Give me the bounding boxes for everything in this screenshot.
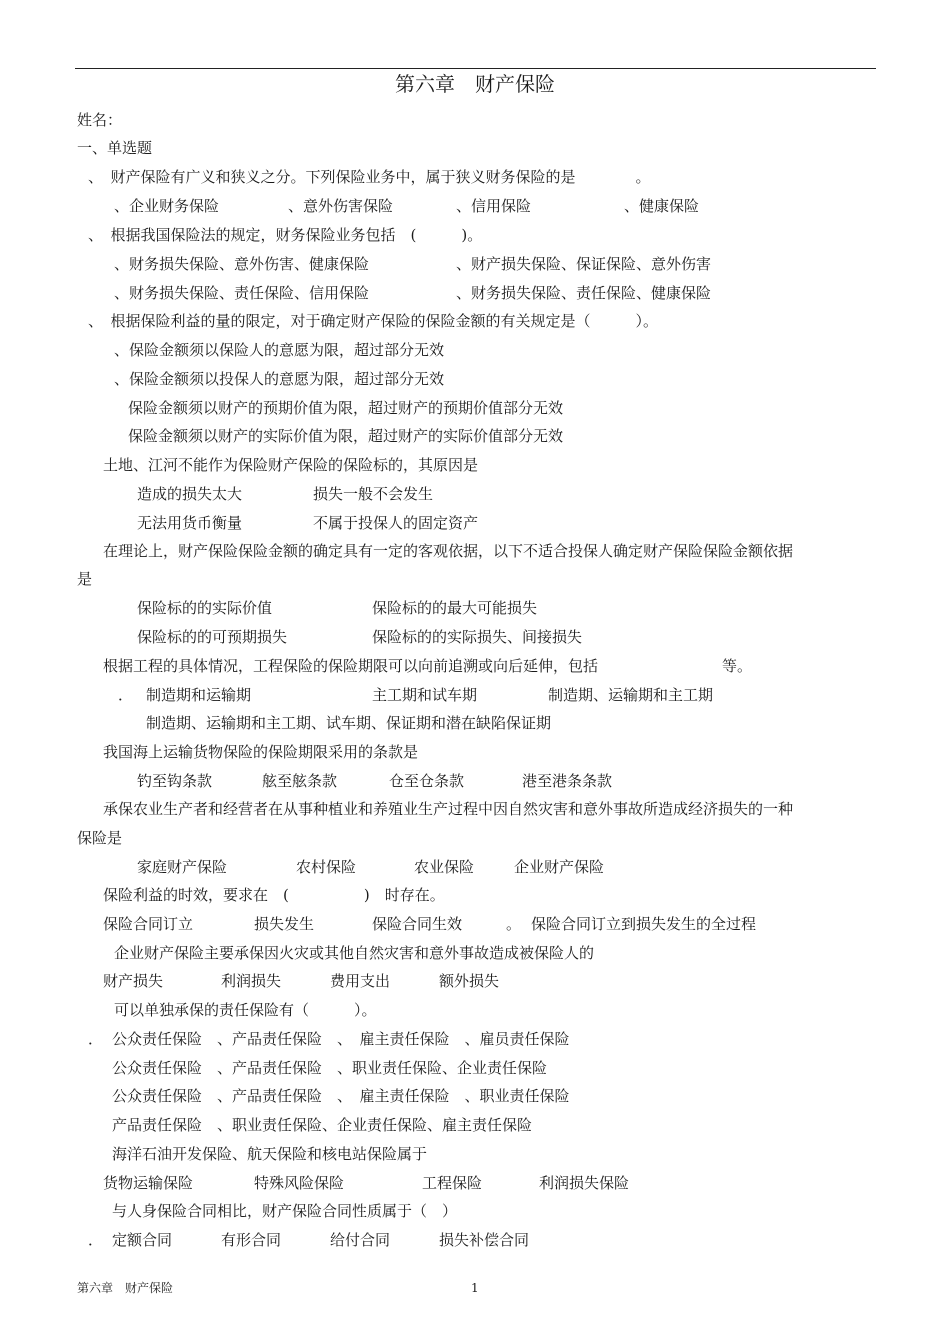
option-c: 保险合同生效	[372, 915, 463, 933]
question-text: 土地、江河不能作为保险财产保险的保险标的，其原因是	[103, 456, 479, 474]
option-d: 利润损失保险	[539, 1174, 630, 1192]
page-title: 第六章 财产保险	[395, 72, 555, 96]
option-b: 舷至舷条款	[262, 772, 338, 790]
option-b: 农村保险	[296, 858, 357, 876]
option-a: 、企业财务保险	[114, 197, 220, 215]
option-c: 农业保险	[414, 858, 475, 876]
name-label: 姓名：	[77, 111, 123, 129]
option-b: 利润损失	[221, 972, 282, 990]
option-c: 工程保险	[422, 1174, 483, 1192]
option-b: 保险标的的最大可能损失	[372, 599, 538, 617]
option-c: 仓至仓条款	[389, 772, 465, 790]
footer-page-number: 1	[471, 1281, 479, 1295]
option-c: 制造期、运输期和主工期	[548, 686, 714, 704]
footer-chapter: 第六章 财产保险	[77, 1281, 174, 1295]
option-d: 、健康保险	[624, 197, 700, 215]
option-d: 港至港条条款	[522, 772, 613, 790]
option-a: 保险合同订立	[103, 915, 194, 933]
question-text: 、 根据保险利益的量的限定，对于确定财产保险的保险金额的有关规定是（ ）。	[88, 312, 659, 330]
option-a: 、财务损失保险、意外伤害、健康保险	[114, 255, 370, 273]
option-c: 无法用货币衡量	[137, 514, 243, 532]
option-c: 保险金额须以财产的预期价值为限，超过财产的预期价值部分无效	[128, 399, 564, 417]
question-text: 、 根据我国保险法的规定，财务保险业务包括 ( )。	[88, 226, 483, 244]
option-c: 、财务损失保险、责任保险、信用保险	[114, 284, 370, 302]
option-a: 定额合同	[112, 1231, 173, 1249]
option-b: 、意外伤害保险	[288, 197, 394, 215]
option-b: 、保险金额须以投保人的意愿为限，超过部分无效	[114, 370, 445, 388]
option-d: 、财务损失保险、责任保险、健康保险	[456, 284, 712, 302]
option-d: 保险金额须以财产的实际价值为限，超过财产的实际价值部分无效	[128, 427, 564, 445]
option-d: 制造期、运输期和主工期、试车期、保证期和潜在缺陷保证期	[146, 714, 552, 732]
question-text-cont: 是	[77, 570, 93, 588]
option-b: 有形合同	[221, 1231, 282, 1249]
header-rule	[75, 68, 876, 69]
option-d: 保险标的的实际损失、间接损失	[372, 628, 583, 646]
option-sep: 。	[506, 915, 522, 933]
question-text: 海洋石油开发保险、航天保险和核电站保险属于	[112, 1145, 428, 1163]
question-text: 保险利益的时效，要求在 ( ) 时存在。	[103, 886, 445, 904]
question-text: 我国海上运输货物保险的保险期限采用的条款是	[103, 743, 419, 761]
option-a: 制造期和运输期	[146, 686, 252, 704]
option-c: 费用支出	[330, 972, 391, 990]
option-b: 、财产损失保险、保证保险、意外伤害	[456, 255, 712, 273]
question-text: 承保农业生产者和经营者在从事种植业和养殖业生产过程中因自然灾害和意外事故所造成经济损失的一种	[103, 800, 794, 818]
option-c: 保险标的的可预期损失	[137, 628, 288, 646]
option-b: 特殊风险保险	[254, 1174, 345, 1192]
question-text-end: 等。	[722, 657, 753, 675]
question-text: 与人身保险合同相比，财产保险合同性质属于（ ）	[112, 1202, 458, 1220]
option-b: 公众责任保险 、产品责任保险 、职业责任保险、企业责任保险	[112, 1059, 548, 1077]
option-a: 保险标的的实际价值	[137, 599, 273, 617]
option-b: 损失发生	[254, 915, 315, 933]
section-label: 一、单选题	[77, 139, 153, 157]
question-text: 企业财产保险主要承保因火灾或其他自然灾害和意外事故造成被保险人的	[114, 944, 595, 962]
question-text: 可以单独承保的责任保险有（ ）。	[114, 1001, 377, 1019]
option-a: 公众责任保险 、产品责任保险 、 雇主责任保险 、雇员责任保险	[112, 1030, 570, 1048]
option-d: 保险合同订立到损失发生的全过程	[531, 915, 757, 933]
option-d: 不属于投保人的固定资产	[313, 514, 479, 532]
question-text: 根据工程的具体情况，工程保险的保险期限可以向前追溯或向后延伸，包括	[103, 657, 599, 675]
option-marker: ．	[88, 1231, 104, 1249]
question-text-cont: 保险是	[77, 829, 123, 847]
option-c: 、信用保险	[456, 197, 532, 215]
option-a: 钓至钩条款	[137, 772, 213, 790]
option-d: 额外损失	[439, 972, 500, 990]
option-a: 、保险金额须以保险人的意愿为限，超过部分无效	[114, 341, 445, 359]
option-a: 财产损失	[103, 972, 164, 990]
option-d: 企业财产保险	[514, 858, 605, 876]
option-a: 货物运输保险	[103, 1174, 194, 1192]
option-marker: ．	[118, 686, 134, 704]
option-d: 损失补偿合同	[439, 1231, 530, 1249]
option-a: 造成的损失太大	[137, 485, 243, 503]
option-a: 家庭财产保险	[137, 858, 228, 876]
option-c: 公众责任保险 、产品责任保险 、 雇主责任保险 、职业责任保险	[112, 1087, 570, 1105]
option-b: 主工期和试车期	[372, 686, 478, 704]
option-b: 损失一般不会发生	[313, 485, 434, 503]
question-text: 在理论上，财产保险保险金额的确定具有一定的客观依据，以下不适合投保人确定财产保险保险金额依据	[103, 542, 794, 560]
option-c: 给付合同	[330, 1231, 391, 1249]
question-text: 、 财产保险有广义和狭义之分。下列保险业务中，属于狭义财务保险的是 。	[88, 168, 651, 186]
option-d: 产品责任保险 、职业责任保险、企业责任保险、雇主责任保险	[112, 1116, 533, 1134]
option-marker: ．	[88, 1030, 104, 1048]
